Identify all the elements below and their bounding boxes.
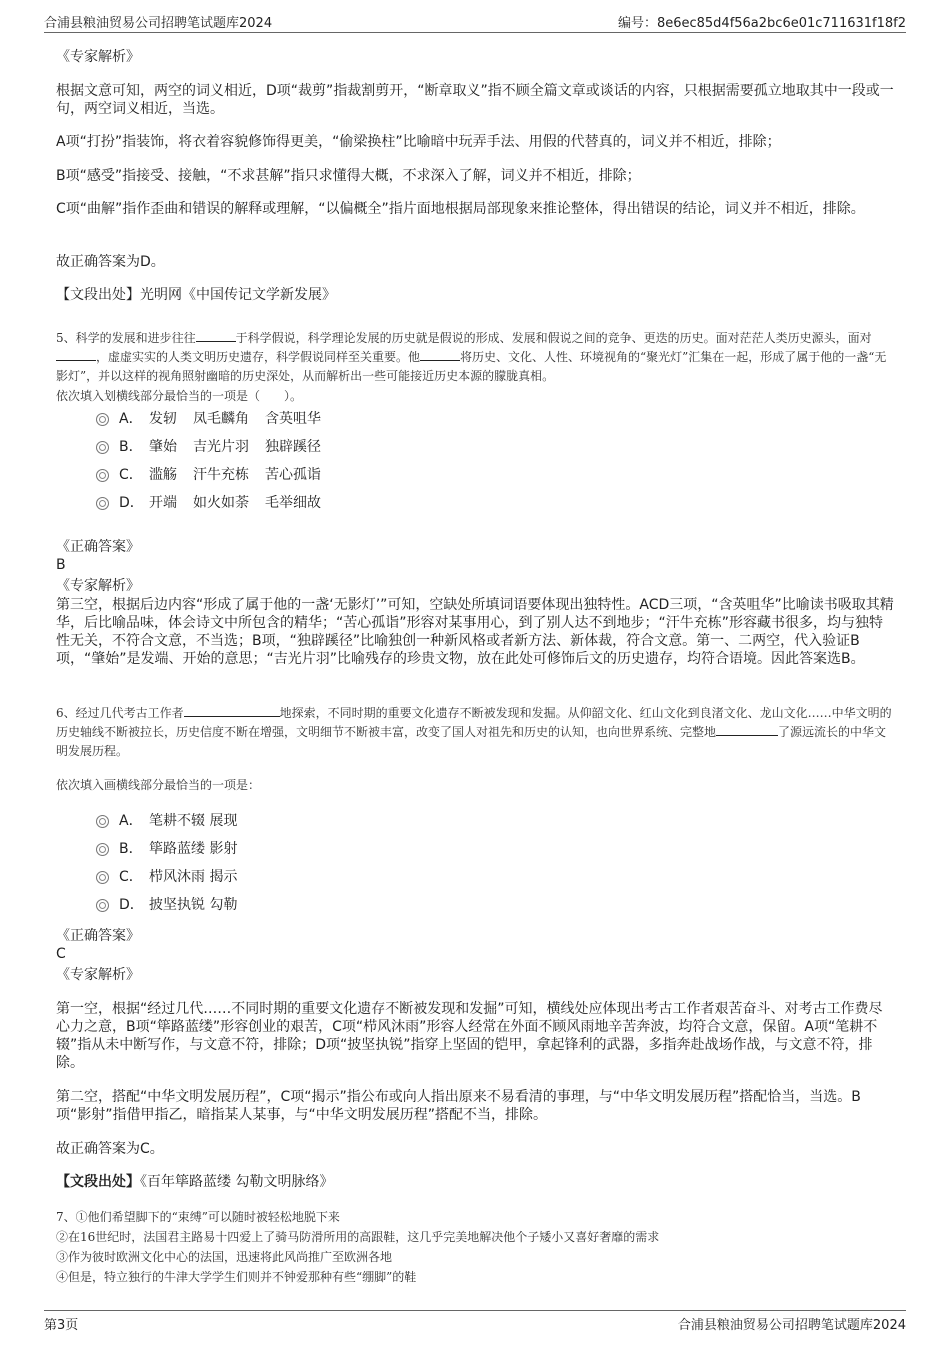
q6-source: 《百年筚路蓝缕 勾勒文明脉络》	[140, 1174, 334, 1190]
q5-option-d[interactable]	[96, 492, 337, 514]
q5-stem-part: 将历史、文化、人性、环境视角的“聚光灯”汇集在一起，形成了属于他的一盏“无影灯”，并以这样的视角照射幽暗的历史深处，从而解析出一些可能接近历史本源的朦胧真相。	[56, 350, 887, 383]
option-word: 凤毛麟角	[193, 411, 249, 427]
expert-analysis-label: 《专家解析》	[56, 967, 140, 983]
q6-blank-2[interactable]	[716, 723, 778, 736]
q5-analysis: 第三空，根据后边内容“形成了属于他的一盏‘无影灯’”可知，空缺处所填词语要体现出独特性。ACD三项，“含英咀华”比喻读书吸取其精华，后比喻品味，体会诗文中所包含的精华；“苦心孤诣”形容对某事用心，到了别人达不到地步；“汗牛充栋”形容藏书很多，均与独特性无关，不符合文意，不当选；B项，“独辟蹊径”比喻独创一种新风格或者新方法、新体裁，符合文意。第一、二两空，代入验证B项，“肇始”是发端、开始的意思；“吉光片羽”比喻残存的珍贵文物，放在此处可修饰后文的历史遗存，均符合语境。因此答案选B。	[56, 597, 894, 667]
header-doc-id: 编号：8e6ec85d4f56a2bc6e01c711631f18f2	[617, 16, 906, 31]
q4-analysis-p1: 根据文意可知，两空的词义相近，D项“裁剪”指裁割剪开，“断章取义”指不顾全篇文章或谈话的内容，只根据需要孤立地取其中一段或一句，两空词义相近，当选。	[56, 83, 894, 117]
footer-title: 合浦县粮油贸易公司招聘笔试题库2024	[677, 1318, 906, 1333]
q6-prompt: 依次填入画横线部分最恰当的一项是：	[56, 778, 261, 792]
option-word: 滥觞	[149, 467, 177, 483]
option-key: B．	[119, 439, 143, 455]
page-number: 第3页	[44, 1318, 79, 1333]
q4-expert-label	[56, 48, 894, 66]
q6-answer: C	[56, 946, 66, 962]
option-word: 发轫	[149, 411, 177, 427]
q5-stem-part: 5、科学的发展和进步往往	[56, 331, 196, 345]
option-word: 毛举细故	[265, 495, 321, 511]
q4-answer-conclusion: 故正确答案为D。	[56, 254, 165, 270]
option-key: A．	[119, 813, 143, 829]
radio-icon[interactable]	[96, 497, 109, 510]
q5-option-c[interactable]	[96, 464, 337, 486]
option-word: 苦心孤诣	[265, 467, 321, 483]
q4-analysis-p3: B项“感受”指接受、接触，“不求甚解”指只求懂得大概，不求深入了解，词义并不相近，排除；	[56, 168, 641, 184]
option-word: 汗牛充栋	[193, 467, 249, 483]
option-key: B．	[119, 841, 143, 857]
radio-icon[interactable]	[96, 843, 109, 856]
radio-icon[interactable]	[96, 441, 109, 454]
q6-answer-conclusion: 故正确答案为C。	[56, 1141, 164, 1157]
q5-blank-1[interactable]	[196, 329, 236, 342]
header-title: 合浦县粮油贸易公司招聘笔试题库2024	[44, 16, 273, 31]
radio-icon[interactable]	[96, 899, 109, 912]
correct-answer-label: 《正确答案》	[56, 928, 140, 944]
option-key: A．	[119, 411, 143, 427]
q6-analysis-p1: 第一空，根据“经过几代……不同时期的重要文化遗存不断被发现和发掘”可知，横线处应体现出考古工作者艰苦奋斗、对考古工作费尽心力之意，B项“筚路蓝缕”形容创业的艰苦，C项“栉风沐雨”形容人经常在外面不顾风雨地辛苦奔波，均符合文意，保留。A项“笔耕不辍”指从未中断写作，与文意不符，排除；D项“披坚执锐”指穿上坚固的铠甲，拿起锋利的武器，多指奔赴战场作战，与文意不符，排除。	[56, 1001, 883, 1071]
q6-option-d[interactable]	[96, 894, 237, 916]
option-text: 栉风沐雨 揭示	[149, 869, 238, 885]
q6-option-a[interactable]	[96, 810, 237, 832]
q5-stem-part: 于科学假说，科学理论发展的历史就是假说的形成、发展和假说之间的竞争、更迭的历史。面对茫茫人类历史源头，面对	[235, 331, 872, 345]
option-word: 如火如荼	[193, 495, 249, 511]
option-word: 独辟蹊径	[265, 439, 321, 455]
q6-analysis-p2: 第二空，搭配“中华文明发展历程”，C项“揭示”指公布或向人指出原来不易看清的事理，与“中华文明发展历程”搭配恰当，当选。B项“影射”指借甲指乙，暗指某人某事，与“中华文明发展历程”搭配不当，排除。	[56, 1089, 861, 1123]
correct-answer-label: 《正确答案》	[56, 539, 140, 555]
q5-option-a[interactable]	[96, 408, 337, 430]
option-text: 披坚执锐 勾勒	[149, 897, 238, 913]
source-label: 【文段出处】	[56, 1174, 140, 1190]
page-header	[0, 0, 950, 34]
q7-sentence-2: ②在16世纪时，法国君主路易十四爱上了骑马防滑所用的高跟鞋，这几乎完美地解决他个子矮小又喜好奢靡的需求	[56, 1230, 660, 1244]
q7-sentence-3: ③作为彼时欧洲文化中心的法国，迅速将此风尚推广至欧洲各地	[56, 1250, 393, 1264]
option-key: C．	[119, 869, 143, 885]
expert-analysis-label: 《专家解析》	[56, 578, 140, 594]
q4-analysis-p2: A项“打扮”指装饰，将衣着容貌修饰得更美，“偷梁换柱”比喻暗中玩弄手法、用假的代替真的，词义并不相近，排除；	[56, 134, 781, 150]
option-key: D．	[119, 897, 144, 913]
q5-blank-2[interactable]	[56, 348, 96, 361]
option-text: 筚路蓝缕 影射	[149, 841, 238, 857]
footer-divider	[44, 1310, 906, 1311]
q5-stem	[56, 329, 894, 386]
option-key: C．	[119, 467, 143, 483]
q6-stem-part: 了源远流长的中华文明发展历程。	[56, 725, 887, 758]
q4-source: 【文段出处】光明网《中国传记文学新发展》	[56, 287, 336, 303]
q6-option-b[interactable]	[96, 838, 237, 860]
q6-option-c[interactable]	[96, 866, 237, 888]
option-word: 吉光片羽	[193, 439, 249, 455]
header-divider	[44, 32, 906, 33]
q6-stem-part: 地探索，不同时期的重要文化遗存不断被发现和发掘。从仰韶文化、红山文化到良渚文化、龙山文化……中华文明的历史轴线不断被拉长，历史信度不断在增强，文明细节不断被丰富，改变了国人对祖先和历史的认知，也向世界系统、完整地	[56, 706, 892, 739]
q5-stem-part: ，虚虚实实的人类文明历史遗存，科学假说同样至关重要。他	[96, 350, 421, 364]
q6-stem	[56, 704, 894, 761]
q5-blank-3[interactable]	[420, 348, 460, 361]
option-key: D．	[119, 495, 144, 511]
q5-prompt: 依次填入划横线部分最恰当的一项是（ ）。	[56, 389, 303, 403]
option-text: 笔耕不辍 展现	[149, 813, 238, 829]
q7-sentence-4: ④但是，特立独行的牛津大学学生们则并不钟爱那种有些“绷脚”的鞋	[56, 1270, 417, 1284]
q7-sentence-1: 7、①他们希望脚下的“束缚”可以随时被轻松地脱下来	[56, 1210, 340, 1224]
option-word: 开端	[149, 495, 177, 511]
q5-answer: B	[56, 557, 66, 573]
q5-option-b[interactable]	[96, 436, 337, 458]
option-word: 含英咀华	[265, 411, 321, 427]
radio-icon[interactable]	[96, 413, 109, 426]
radio-icon[interactable]	[96, 815, 109, 828]
q4-analysis-p4: C项“曲解”指作歪曲和错误的解释或理解，“以偏概全”指片面地根据局部现象来推论整体，得出错误的结论，词义并不相近，排除。	[56, 201, 865, 217]
expert-analysis-label: 《专家解析》	[56, 49, 140, 65]
radio-icon[interactable]	[96, 469, 109, 482]
radio-icon[interactable]	[96, 871, 109, 884]
q6-stem-part: 6、经过几代考古工作者	[56, 706, 184, 720]
q6-blank-1[interactable]	[184, 704, 280, 717]
option-word: 肇始	[149, 439, 177, 455]
